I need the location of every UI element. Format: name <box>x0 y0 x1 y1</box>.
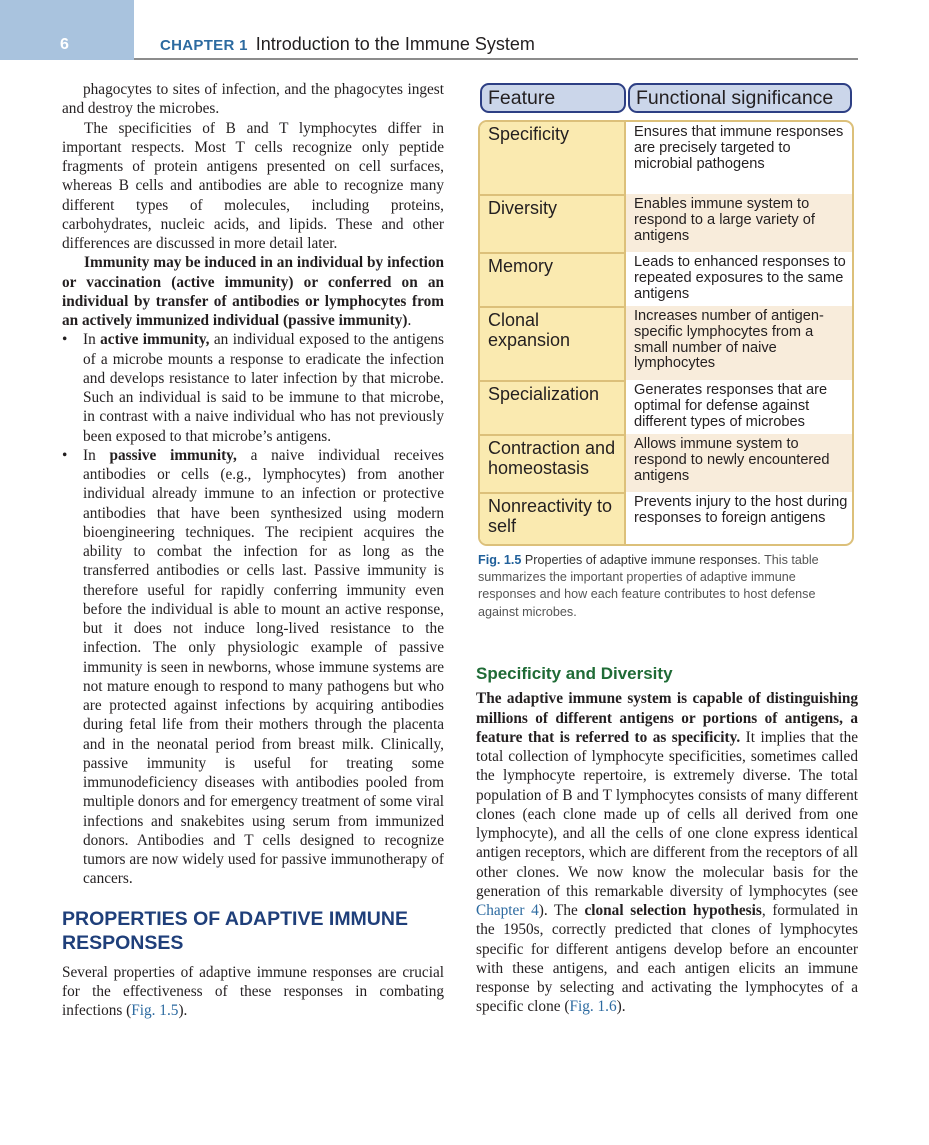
paragraph-specificity: The adaptive immune system is capable of distinguishing millions of different antigens or portions of antigens, a feature that is referred to as specificity. It implies that the total collection of lymphocyte specificities, sometimes called the lymphocyte repertoire, is extremely diverse. The total population of B and T lymphocytes consists of many different clones (each clone made up of cells all derived from one lymphocyte), and all the cells of one clone express identical antigen receptors, which are different from the receptors of all other clones. We now know the molecular basis for the generation of this remarkable diversity of lymphocytes (see Chapter 4). The clonal selection hypothesis, formulated in the 1950s, correctly predicted that clones of lymphocytes specific for different antigens develop before an encounter with these antigens, and each antigen elicits an immune response by selecting and activating the lymphocytes of a specific clone (Fig. 1.6). <box>476 690 859 1016</box>
page-number: 6 <box>60 36 69 53</box>
section-heading: PROPERTIES OF ADAPTIVE IMMUNE RESPONSES <box>62 907 408 954</box>
significance-cell: Prevents injury to the host during responses to foreign antigens <box>634 494 848 526</box>
feature-cell: Clonal expansion <box>480 306 626 380</box>
table-row <box>480 492 852 544</box>
significance-cell: Leads to enhanced responses to repeated exposures to the same antigens <box>634 254 846 302</box>
caption-label: Fig. 1.5 <box>478 553 522 567</box>
caption-text: This table summarizes the important properties of adaptive immune responses and how each feature contributes to host defense against microbes. <box>478 553 819 619</box>
table-row <box>480 252 852 306</box>
significance-cell: Increases number of antigen-specific lymphocytes from a small number of naive lymphocytes <box>626 306 852 380</box>
table-row <box>480 380 852 434</box>
table-row <box>480 434 852 492</box>
list-item-passive-immunity: • In passive immunity, a naive individual receives antibodies or cells (e.g., lymphocytes) from another individual already immune to an infection or protective antibodies that have been synthesized using modern bioengineering techniques. The recipient acquires the ability to combat the infection for as long as the transferred antibodies or cells last. Passive immunity is therefore useful for rapidly conferring immunity even before the individual is able to mount an active response, but it does not induce long-lived resistance to the infection. The only physiologic example of passive immunity is seen in newborns, whose immune systems are not mature enough to respond to many pathogens but who are protected against infections by acquiring antibodies during fetal life from their mothers through the placenta and in the neonatal period from breast milk. Clinically, passive immunity is useful for treating some immunodeficiency diseases with antibodies pooled from multiple donors and for emergency treatment of some viral infections and snakebites using serum from immunized donors. Antibodies and T cells designed to recognize tumors are now widely used for passive immunotherapy of cancers. <box>62 446 444 888</box>
paragraph-specificities: The specificities of B and T lymphocytes differ in important respects. Most T cells recognize only peptide fragments of protein antigens presented on cell surfaces, whereas B cells and antibodies are able to recognize many different types of molecules, including proteins, carbohydrates, nucleic acids, and lipids. These and other differences are discussed in more detail later. <box>62 119 444 252</box>
chapter-label: CHAPTER 1 <box>160 37 248 54</box>
paragraph-properties: Several properties of adaptive immune responses are crucial for the effectiveness of these responses in combating infections (Fig. 1.5). <box>62 963 444 1019</box>
term-passive-immunity: passive immunity, <box>109 446 237 464</box>
table-header <box>478 80 854 116</box>
bullet-icon: • <box>62 331 68 349</box>
feature-cell: Memory <box>480 252 626 306</box>
right-column <box>476 664 858 1017</box>
fig-1-6-link[interactable]: Fig. 1.6 <box>569 998 617 1016</box>
paragraph-immunity: Immunity may be induced in an individual by infection or vaccination (active immunity) or conferred on an individual by transfer of antibodies or lymphocytes from an actively immunized individual (passive immunity). <box>62 254 444 329</box>
significance-cell: Ensures that immune responses are precisely targeted to microbial pathogens <box>634 124 844 172</box>
column-header-feature: Feature <box>480 83 626 113</box>
significance-cell: Generates responses that are optimal for defense against different types of microbes <box>634 382 828 430</box>
figure-caption <box>478 552 854 621</box>
significance-cell: Allows immune system to respond to newly encountered antigens <box>626 434 852 492</box>
feature-cell: Specialization <box>480 380 626 434</box>
figure-1-5 <box>478 80 854 621</box>
column-header-significance: Functional significance <box>628 83 852 113</box>
feature-cell: Contraction and homeostasis <box>480 434 626 492</box>
table-body <box>478 120 854 546</box>
list-item-active-immunity: • In active immunity, an individual exposed to the antigens of a microbe mounts a response to eradicate the infection and develops resistance to later infection by that microbe. Such an individual is said to be immune to that microbe, in contrast with a naive individual who has not previously been exposed to that microbe’s antigens. <box>62 331 444 445</box>
header-rule <box>134 58 858 60</box>
feature-cell: Diversity <box>480 194 626 252</box>
subsection-heading: Specificity and Diversity <box>476 664 673 683</box>
caption-title: Properties of adaptive immune responses. <box>521 553 761 567</box>
running-head <box>160 34 535 55</box>
table-row <box>480 306 852 380</box>
table-row <box>480 194 852 252</box>
table-row <box>480 122 852 194</box>
feature-cell: Specificity <box>480 122 626 194</box>
fig-1-5-link[interactable]: Fig. 1.5 <box>131 1002 179 1019</box>
paragraph-continued: phagocytes to sites of infection, and the phagocytes ingest and destroy the microbes. <box>62 81 444 118</box>
left-column <box>62 80 444 1020</box>
term-clonal-selection: clonal selection hypothesis <box>584 902 762 919</box>
significance-cell: Enables immune system to respond to a large variety of antigens <box>626 194 852 252</box>
key-statement: Immunity may be induced in an individual by infection or vaccination (active immunity) or conferred on an individual by transfer of antibodies or lymphocytes from an actively immunized individual (passive immunity) <box>62 254 444 329</box>
key-statement: The adaptive immune system is capable of distinguishing millions of different antigens or portions of antigens, a feature that is referred to as specificity. <box>476 690 858 746</box>
chapter-4-link[interactable]: Chapter 4 <box>476 902 539 919</box>
bullet-icon: • <box>62 446 68 464</box>
chapter-title: Introduction to the Immune System <box>255 34 535 54</box>
term-active-immunity: active immunity, <box>100 331 210 349</box>
feature-cell: Nonreactivity to self <box>480 492 626 544</box>
